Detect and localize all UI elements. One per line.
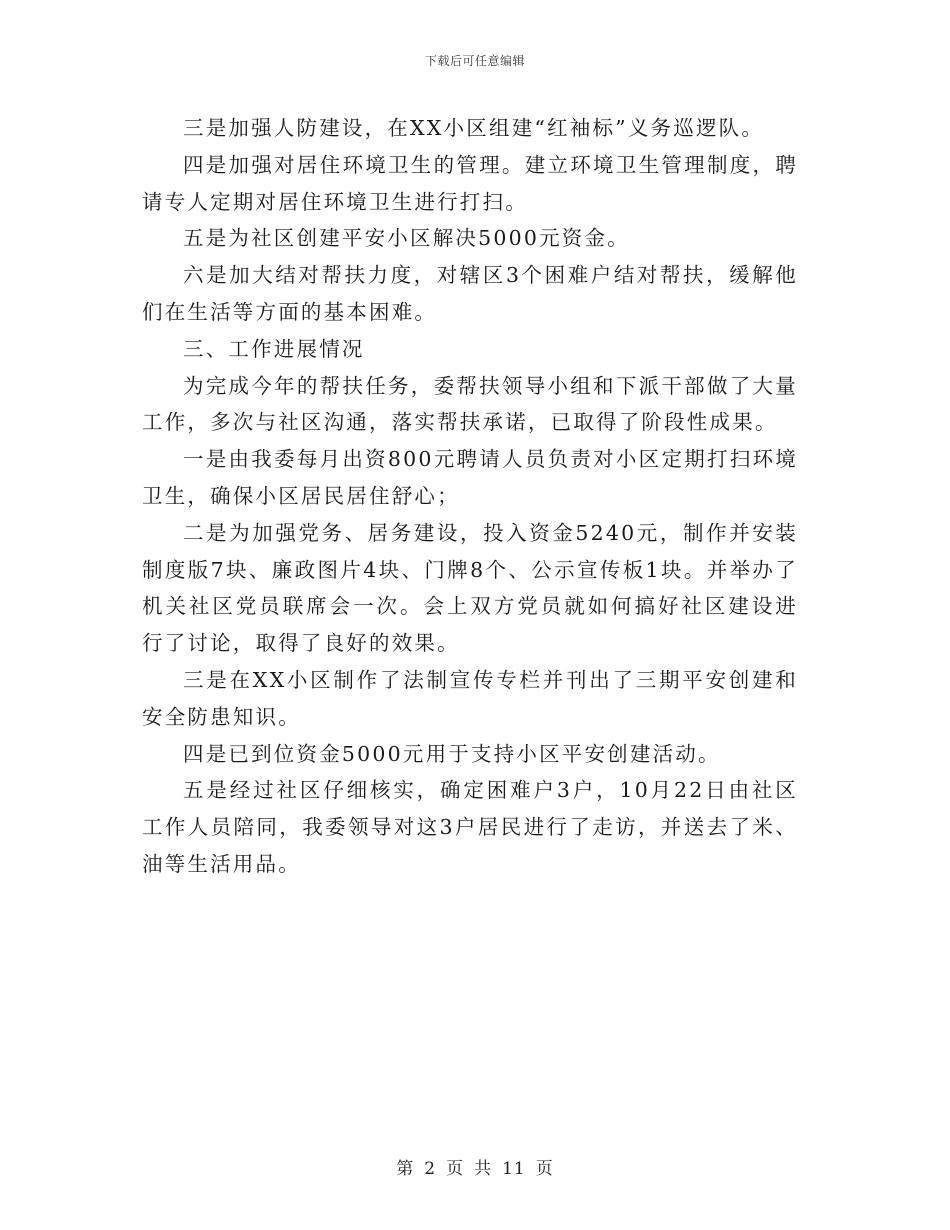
paragraph-assistance: 六是加大结对帮扶力度，对辖区3个困难户结对帮扶，缓解他们在生活等方面的基本困难。 bbox=[142, 263, 798, 324]
footer-suffix: 页 bbox=[535, 1159, 554, 1179]
paragraph-funding: 五是为社区创建平安小区解决5000元资金。 bbox=[183, 226, 630, 251]
page-header-note: 下载后可任意编辑 bbox=[424, 54, 525, 68]
document-body bbox=[142, 110, 798, 883]
paragraph-civil-defense: 三是加强人防建设，在XX小区组建“红袖标”义务巡逻队。 bbox=[183, 116, 765, 140]
paragraph-progress-1: 一是由我委每月出资800元聘请人员负责对小区定期打扫环境卫生，确保小区居民居住舒心； bbox=[142, 447, 798, 508]
paragraph-sanitation: 四是加强对居住环境卫生的管理。建立环境卫生管理制度，聘请专人定期对居住环境卫生进行打扫。 bbox=[142, 152, 798, 214]
footer-prefix: 第 bbox=[396, 1159, 415, 1179]
page-footer bbox=[0, 1154, 950, 1179]
paragraph-progress-intro: 为完成今年的帮扶任务，委帮扶领导小组和下派干部做了大量工作，多次与社区沟通，落实帮扶承诺，已取得了阶段性成果。 bbox=[142, 373, 798, 435]
footer-total-pages: 11 bbox=[502, 1159, 526, 1179]
footer-total-label: 共 bbox=[474, 1159, 493, 1179]
paragraph-progress-2: 二是为加强党务、居务建设，投入资金5240元，制作并安装制度版7块、廉政图片4块、门牌8个、公示宣传板1块。并举办了机关社区党员联席会一次。会上双方党员就如何搞好社区建设进行了讨论，取得了良好的效果。 bbox=[142, 520, 798, 656]
paragraph-progress-3: 三是在XX小区制作了法制宣传专栏并刊出了三期平安创建和安全防患知识。 bbox=[142, 667, 798, 729]
footer-page-word: 页 bbox=[446, 1159, 465, 1179]
section-heading-progress: 三、工作进展情况 bbox=[183, 336, 365, 361]
footer-current-page: 2 bbox=[424, 1159, 437, 1179]
paragraph-progress-4: 四是已到位资金5000元用于支持小区平安创建活动。 bbox=[183, 741, 721, 766]
paragraph-progress-5: 五是经过社区仔细核实，确定困难户3户，10月22日由社区工作人员陪同，我委领导对这3户居民进行了走访，并送去了米、油等生活用品。 bbox=[142, 778, 798, 876]
